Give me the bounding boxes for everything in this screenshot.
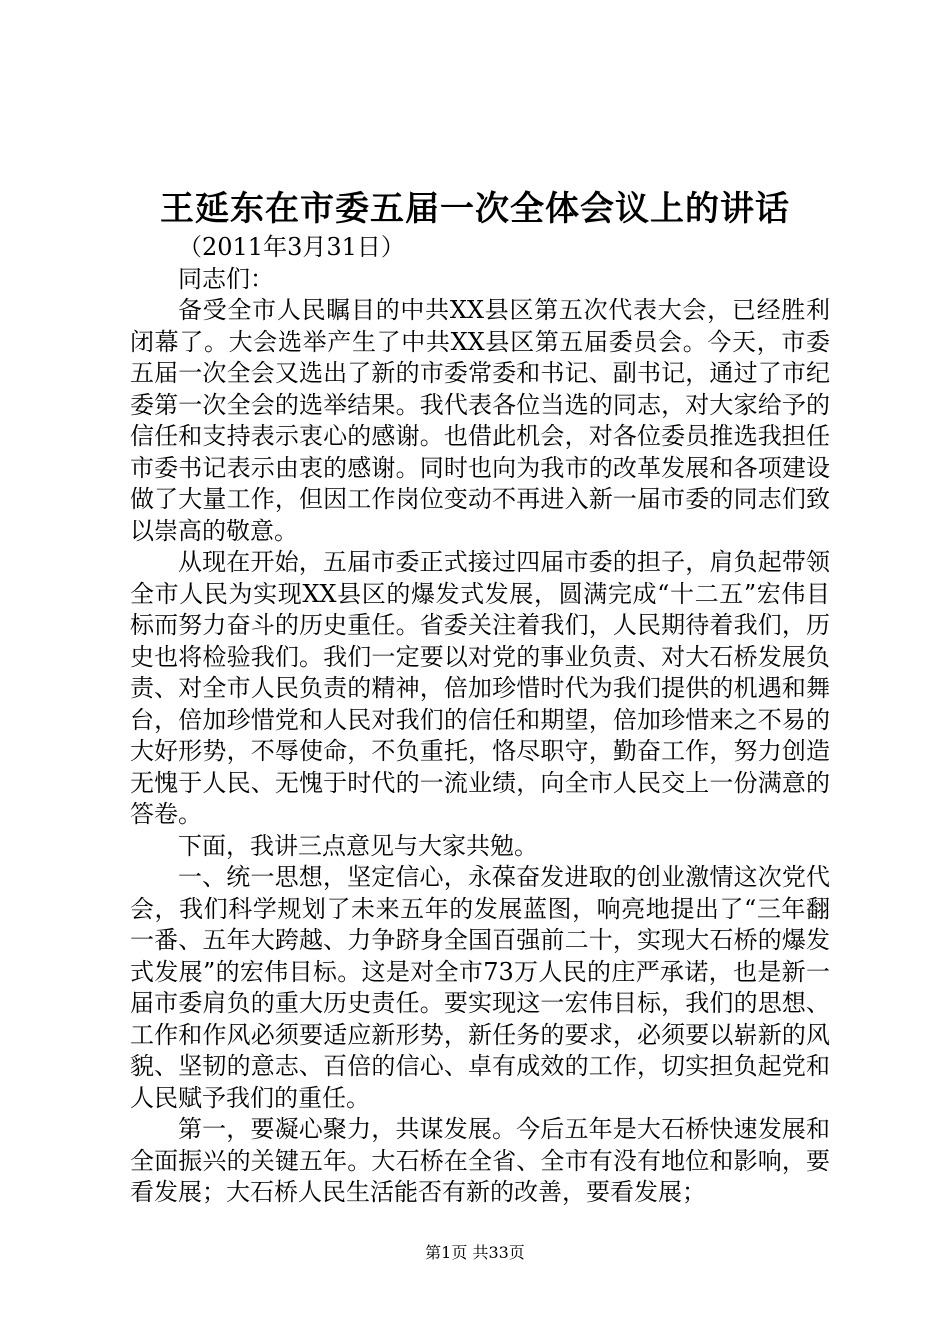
paragraph: 从现在开始，五届市委正式接过四届市委的担子，肩负起带领全市人民为实现XX县区的爆发式发展，圆满完成“十二五”宏伟目标而努力奋斗的历史重任。省委关注着我们，人民期待着我们，历史也将检验我们。我们一定要以对党的事业负责、对大石桥发展负责、对全市人民负责的精神，倍加珍惜时代为我们提供的机遇和舞台，倍加珍惜党和人民对我们的信任和期望，倍加珍惜来之不易的大好形势，不辱使命，不负重托，恪尽职守，勤奋工作，努力创造无愧于人民、无愧于时代的一流业绩，向全市人民交上一份满意的答卷。 — [130, 548, 830, 828]
salutation: 同志们： — [178, 264, 274, 293]
paragraph: 第一，要凝心聚力，共谋发展。今后五年是大石桥快速发展和全面振兴的关键五年。大石桥在全省、全市有没有地位和影响，要看发展；大石桥人民生活能否有新的改善，要看发展； — [130, 1115, 830, 1206]
paragraph: 备受全市人民瞩目的中共XX县区第五次代表大会，已经胜利闭幕了。大会选举产生了中共XX县区第五届委员会。今天，市委五届一次全会又选出了新的市委常委和书记、副书记，通过了市纪委第一次全会的选举结果。我代表各位当选的同志，对大家给予的信任和支持表示衷心的感谢。也借此机会，对各位委员推选我担任市委书记表示由衷的感谢。同时也向为我市的改革发展和各项建设做了大量工作，但因工作岗位变动不再进入新一届市委的同志们致以崇高的敬意。 — [130, 296, 830, 545]
paragraph: 下面，我讲三点意见与大家共勉。 — [178, 831, 538, 860]
document-body — [130, 232, 830, 1209]
date-line: （2011年3月31日） — [178, 233, 405, 261]
page-number-footer: 第1页 共33页 — [425, 1243, 525, 1262]
document-title: 王延东在市委五届一次全体会议上的讲话 — [160, 189, 790, 229]
paragraph: 一、统一思想，坚定信心，永葆奋发进取的创业激情这次党代会，我们科学规划了未来五年的发展蓝图，响亮地提出了“三年翻一番、五年大跨越、力争跻身全国百强前二十，实现大石桥的爆发式发展”的宏伟目标。这是对全市73万人民的庄严承诺，也是新一届市委肩负的重大历史责任。要实现这一宏伟目标，我们的思想、工作和作风必须要适应新形势，新任务的要求，必须要以崭新的风貌、坚韧的意志、百倍的信心、卓有成效的工作，切实担负起党和人民赋予我们的重任。 — [130, 863, 830, 1112]
